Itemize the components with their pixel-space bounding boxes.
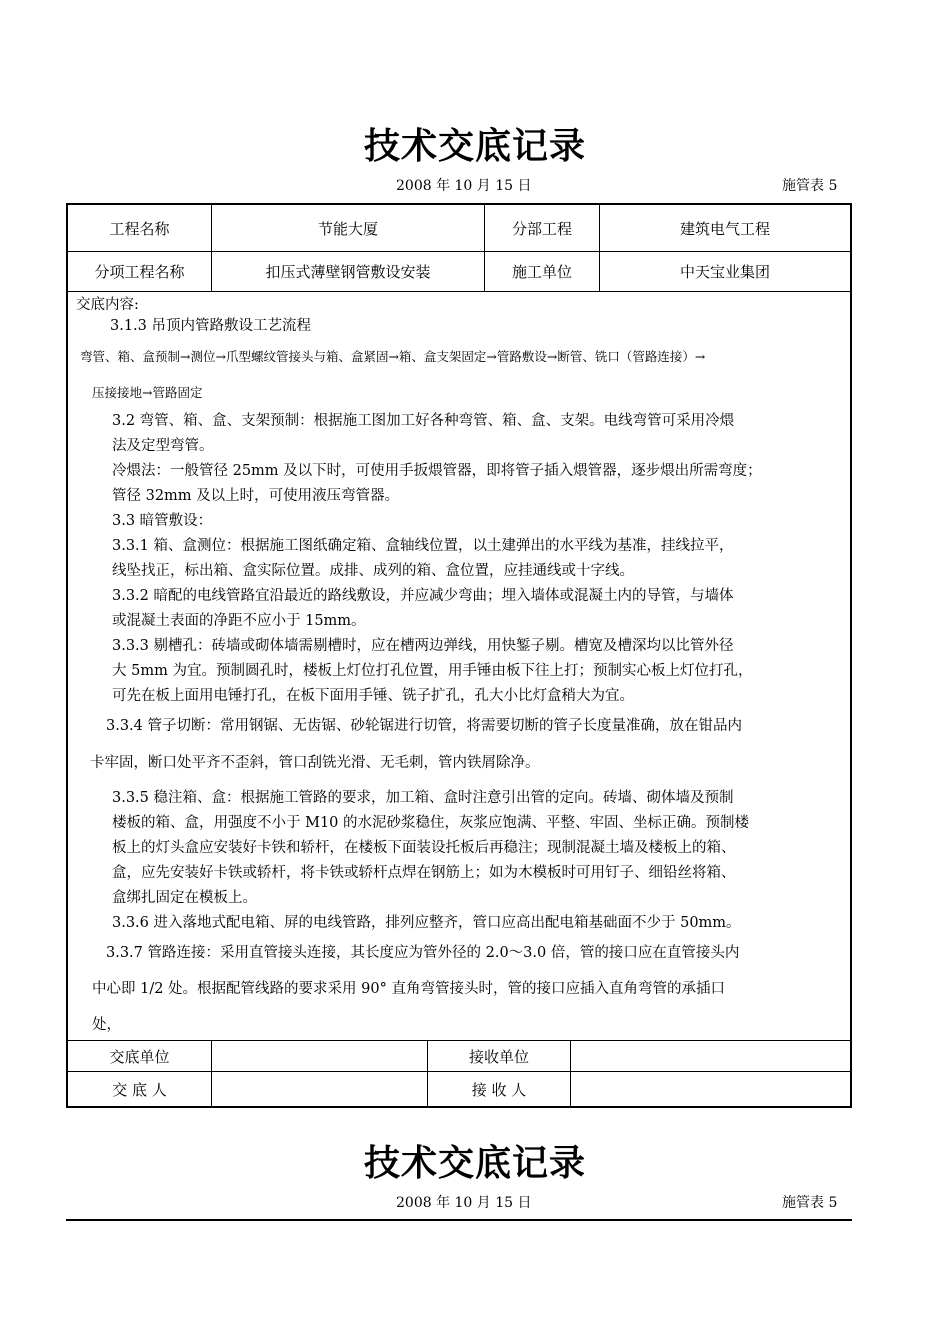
- content-heading: 交底内容:: [76, 297, 139, 313]
- content-line: 或混凝土表面的净距不应小于 15mm。: [112, 613, 366, 629]
- content-line: 中心即 1/2 处。根据配管线路的要求采用 90° 直角弯管接头时，管的接口应插入直角弯管的承插口: [92, 981, 725, 997]
- disclosing-unit-label: 交底单位: [109, 1047, 170, 1066]
- division-value: 建筑电气工程: [679, 219, 770, 238]
- content-line: 3.3.7 管路连接：采用直管接头连接，其长度应为管外径的 2.0～3.0 倍，管的接口应在直管接头内: [106, 945, 740, 961]
- content-line: 管径 32mm 及以上时，可使用液压弯管器。: [112, 488, 400, 504]
- page2-table-top-border: [66, 1219, 852, 1221]
- content-line: 压接接地→管路固定: [92, 385, 203, 400]
- content-line: 线坠找正，标出箱、盒实际位置。成排、成列的箱、盒位置，应挂通线或十字线。: [112, 563, 634, 579]
- content-line: 楼板的箱、盒，用强度不小于 M10 的水泥砂浆稳住，灰浆应饱满、平整、牢固、坐标正确。预制楼: [112, 815, 750, 831]
- record-date: 2008 年 10 月 15 日: [396, 178, 532, 194]
- content-line: 3.2 弯管、箱、盒、支架预制：根据施工图加工好各种弯管、箱、盒、支架。电线弯管可采用冷煨: [112, 413, 735, 429]
- content-line: 3.3.3 剔槽孔：砖墙或砌体墙需剔槽时，应在槽两边弹线，用快錾子剔。槽宽及槽深均以比管外径: [112, 638, 734, 654]
- receiver-value: [571, 1072, 850, 1106]
- content-line: 冷煨法：一般管径 25mm 及以下时，可使用手扳煨管器，即将管子插入煨管器，逐步煨出所需弯度；: [112, 463, 762, 479]
- content-line: 盒，应先安装好卡铁或轿杆，将卡铁或轿杆点焊在钢筋上；如为木模板时可用钉子、细铅丝将箱、: [112, 865, 736, 881]
- receiver-label: 接 收 人: [471, 1080, 527, 1099]
- project-name-value: 节能大厦: [317, 219, 378, 238]
- content-line: 盒绑扎固定在模板上。: [112, 890, 257, 906]
- division-label: 分部工程: [511, 219, 572, 238]
- form-number: 施管表 5: [782, 178, 838, 194]
- content-line: 3.3 暗管敷设：: [112, 513, 213, 529]
- discloser-value: [212, 1072, 427, 1106]
- receiving-unit-label: 接收单位: [468, 1047, 529, 1066]
- subitem-label: 分项工程名称: [94, 263, 185, 281]
- content-line: 大 5mm 为宜。预制圆孔时，楼板上灯位打孔位置，用手锤由板下往上打；预制实心板上灯位打孔，: [112, 663, 753, 679]
- page-title: 技术交底记录: [363, 126, 586, 167]
- content-line: 可先在板上面用电锤打孔，在板下面用手锤、铣子扩孔，孔大小比灯盒稍大为宜。: [112, 688, 634, 704]
- discloser-label: 交 底 人: [112, 1080, 167, 1099]
- content-line: 处，: [92, 1017, 121, 1033]
- disclosure-table: [66, 203, 852, 1108]
- page2-title: 技术交底记录: [363, 1143, 586, 1184]
- content-line: 3.1.3 吊顶内管路敷设工艺流程: [110, 318, 312, 334]
- content-line: 法及定型弯管。: [112, 438, 214, 454]
- content-line: 弯管、箱、盒预制→测位→爪型螺纹管接头与箱、盒紧固→箱、盒支架固定→管路敷设→断管、铣口（管路连接）→: [80, 349, 706, 364]
- disclosing-unit-value: [212, 1041, 427, 1071]
- content-line: 3.3.1 箱、盒测位：根据施工图纸确定箱、盒轴线位置，以土建弹出的水平线为基准，挂线拉平，: [112, 538, 734, 554]
- content-line: 卡牢固，断口处平齐不歪斜，管口刮铣光滑、无毛刺，管内铁屑除净。: [90, 755, 540, 771]
- page2-date: 2008 年 10 月 15 日: [396, 1195, 532, 1211]
- content-line: 3.3.5 稳注箱、盒：根据施工管路的要求，加工箱、盒时注意引出管的定向。砖墙、砌体墙及预制: [112, 790, 734, 806]
- page2-form-number: 施管表 5: [782, 1195, 838, 1211]
- contractor-label: 施工单位: [511, 263, 572, 281]
- receiving-unit-value: [571, 1041, 850, 1071]
- contractor-value: 中天宝业集团: [679, 263, 770, 281]
- content-line: 板上的灯头盒应安装好卡铁和轿杆，在楼板下面装设托板后再稳注；现制混凝土墙及楼板上的箱、: [112, 840, 736, 856]
- project-name-label: 工程名称: [109, 219, 170, 238]
- content-line: 3.3.6 进入落地式配电箱、屏的电线管路，排列应整齐，管口应高出配电箱基础面不少于 50mm。: [112, 915, 741, 931]
- content-line: 3.3.4 管子切断：常用钢锯、无齿锯、砂轮锯进行切管，将需要切断的管子长度量准确，放在钳品内: [106, 718, 742, 734]
- subitem-value: 扣压式薄壁钢管敷设安装: [265, 263, 431, 281]
- content-line: 3.3.2 暗配的电线管路宜沿最近的路线敷设，并应减少弯曲；埋入墙体或混凝土内的导管，与墙体: [112, 588, 734, 604]
